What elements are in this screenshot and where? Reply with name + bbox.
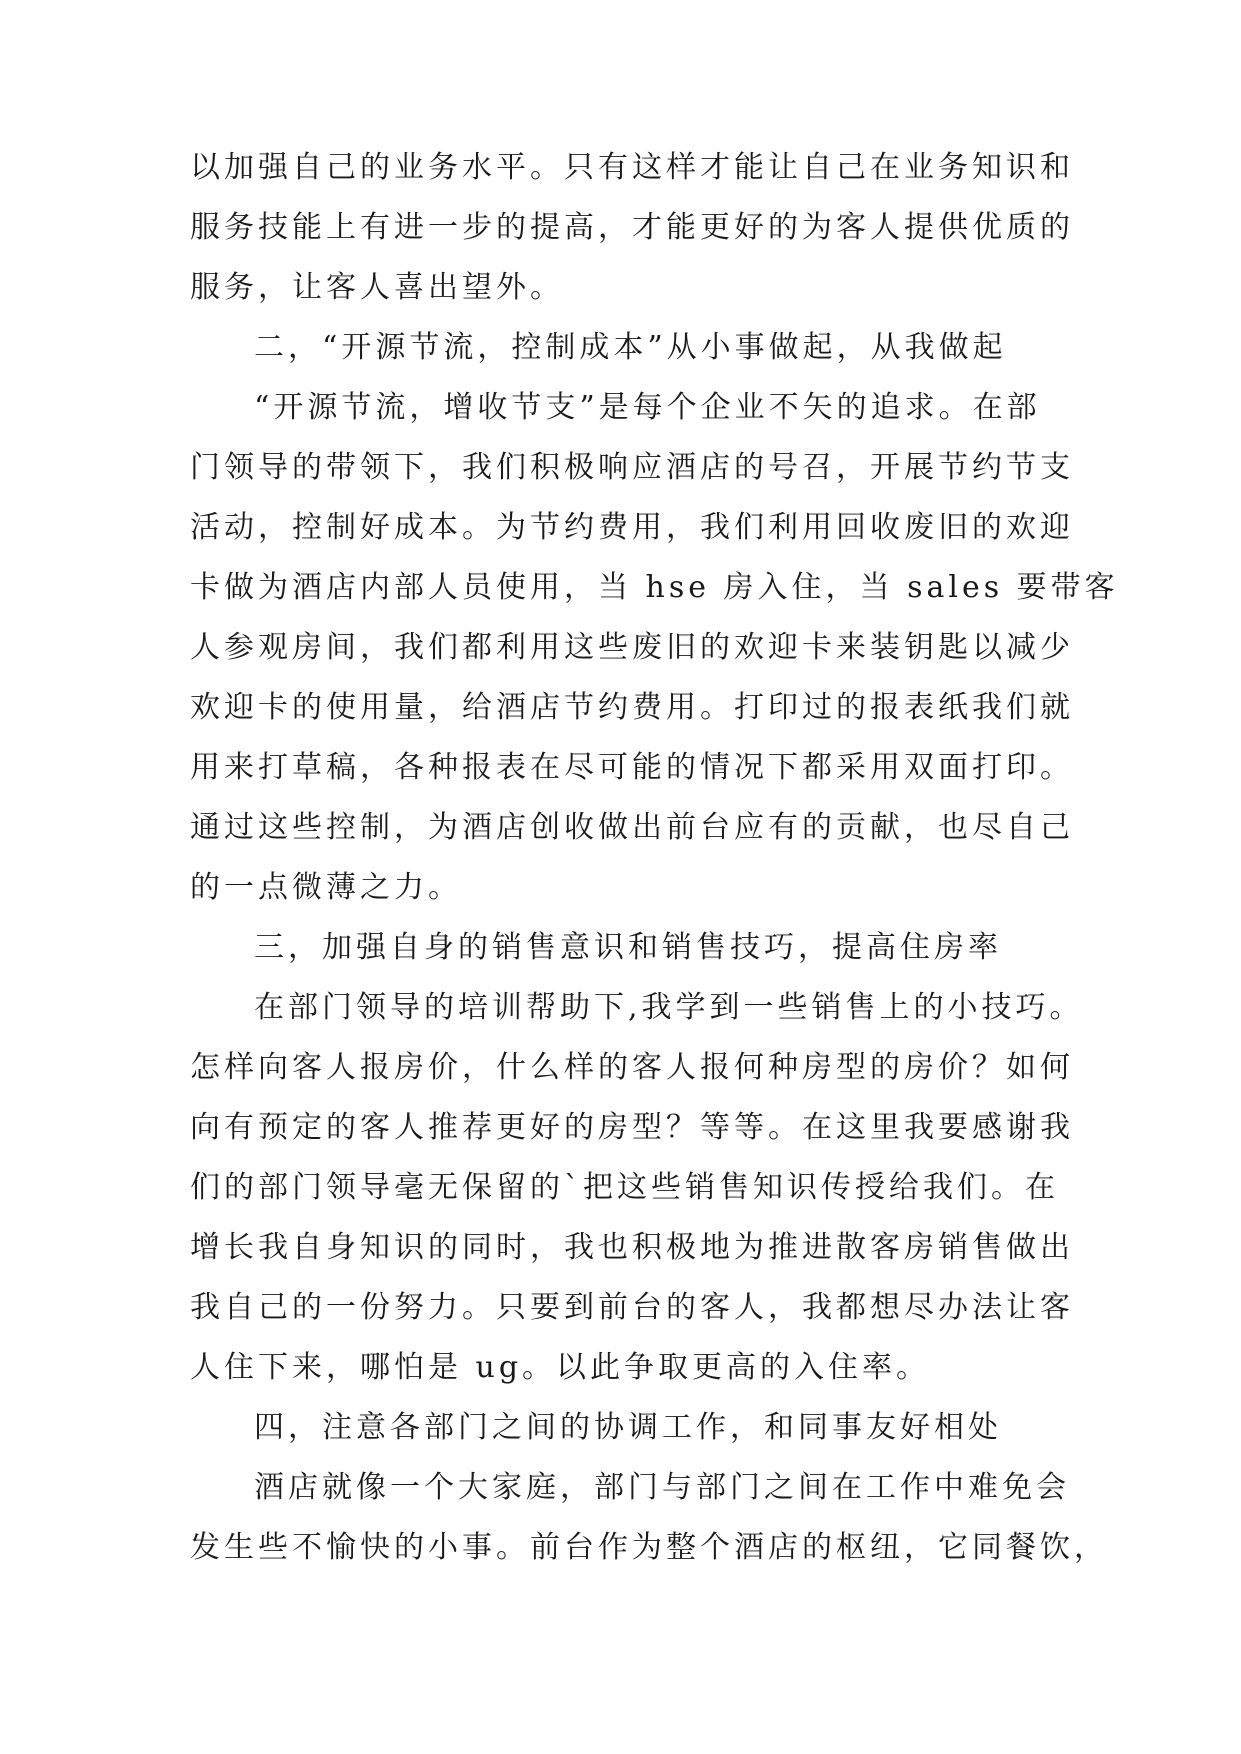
body-line: 向有预定的客人推荐更好的房型？等等。在这里我要感谢我 (190, 1110, 1074, 1145)
body-line: 在部门领导的培训帮助下,我学到一些销售上的小技巧。 (254, 990, 1084, 1025)
body-line: 们的部门领导毫无保留的`把这些销售知识传授给我们。在 (190, 1170, 1059, 1205)
body-line: 用来打草稿，各种报表在尽可能的情况下都采用双面打印。 (190, 750, 1074, 785)
body-line: 以加强自己的业务水平。只有这样才能让自己在业务知识和 (190, 150, 1074, 185)
body-line: “开源节流，增收节支”是每个企业不矢的追求。在部 (254, 390, 1041, 425)
section-heading: 二，“开源节流，控制成本”从小事做起，从我做起 (254, 330, 1007, 365)
body-line: 人参观房间，我们都利用这些废旧的欢迎卡来装钥匙以减少 (190, 630, 1074, 665)
body-line: 发生些不愉快的小事。前台作为整个酒店的枢纽，它同餐饮， (190, 1530, 1108, 1565)
body-line: 我自己的一份努力。只要到前台的客人，我都想尽办法让客 (190, 1290, 1074, 1325)
body-line: 卡做为酒店内部人员使用，当 hse 房入住，当 sales 要带客 (190, 570, 1119, 605)
section-heading: 三，加强自身的销售意识和销售技巧，提高住房率 (254, 930, 1002, 965)
body-line: 人住下来，哪怕是 ug。以此争取更高的入住率。 (190, 1350, 931, 1385)
body-line: 门领导的带领下，我们积极响应酒店的号召，开展节约节支 (190, 450, 1074, 485)
body-line: 服务，让客人喜出望外。 (190, 270, 564, 305)
body-line: 增长我自身知识的同时，我也积极地为推进散客房销售做出 (190, 1230, 1074, 1265)
section-heading: 四，注意各部门之间的协调工作，和同事友好相处 (254, 1410, 1002, 1445)
body-line: 服务技能上有进一步的提高，才能更好的为客人提供优质的 (190, 210, 1074, 245)
body-line: 怎样向客人报房价，什么样的客人报何种房型的房价？如何 (190, 1050, 1074, 1085)
body-line: 活动，控制好成本。为节约费用，我们利用回收废旧的欢迎 (190, 510, 1074, 545)
body-line: 酒店就像一个大家庭，部门与部门之间在工作中难免会 (254, 1470, 1070, 1505)
body-line: 通过这些控制，为酒店创收做出前台应有的贡献，也尽自己 (190, 810, 1074, 845)
body-line: 欢迎卡的使用量，给酒店节约费用。打印过的报表纸我们就 (190, 690, 1074, 725)
body-line: 的一点微薄之力。 (190, 870, 462, 905)
